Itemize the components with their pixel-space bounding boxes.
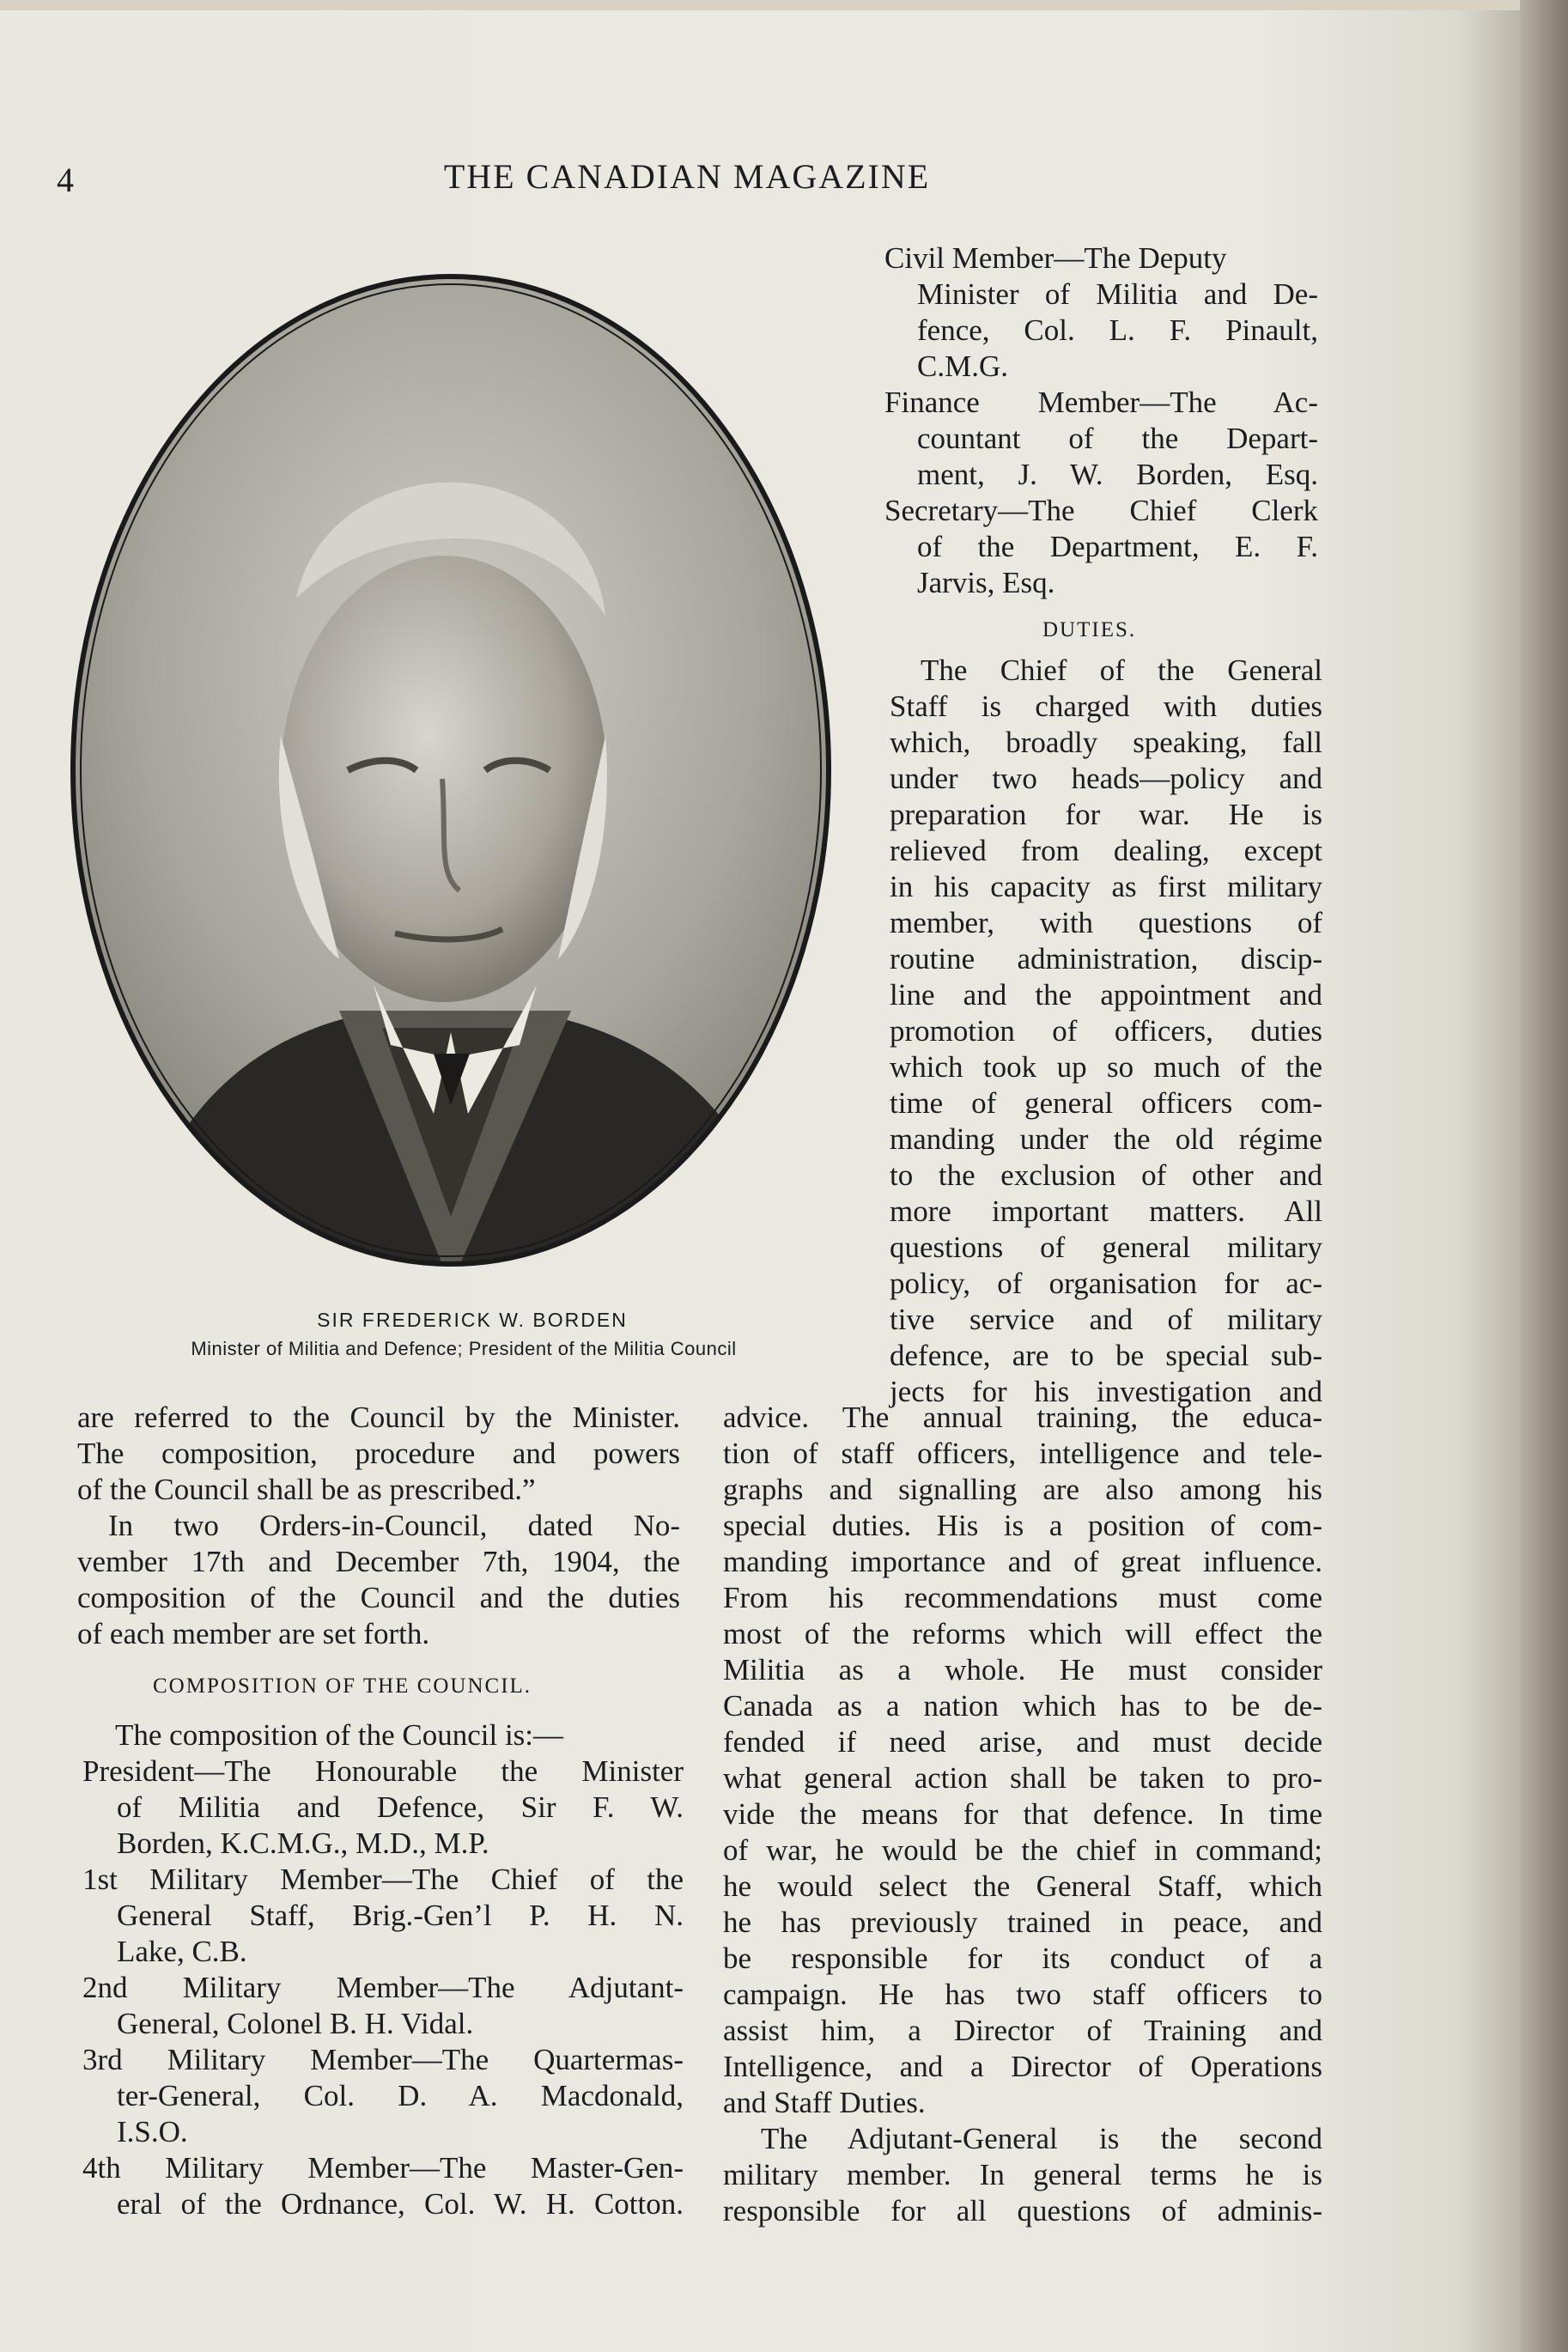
composition-line: ter-General, Col. D. A. Macdonald, [117,2079,684,2112]
body-line: composition of the Council and the duties [77,1581,680,1614]
duties-line: routine administration, discip- [890,942,1322,975]
body-line: special duties. His is a position of com- [723,1509,1322,1542]
council-member-line: Secretary—The Chief Clerk [884,494,1318,527]
body-line: are referred to the Council by the Minister. [77,1401,680,1434]
duties-line: preparation for war. He is [890,798,1322,831]
duties-line: line and the appointment and [890,978,1322,1012]
body-line: In two Orders-in-Council, dated No- [108,1509,680,1542]
body-line: assist him, a Director of Training and [723,2014,1322,2047]
portrait-caption-role: Minister of Militia and Defence; President of the Militia Council [191,1338,737,1359]
duties-line: tive service and of military [890,1303,1322,1336]
council-member-line: Minister of Militia and De- [917,277,1318,311]
council-member-line: Civil Member—The Deputy [884,241,1227,275]
composition-line: 3rd Military Member—The Quartermas- [82,2043,684,2076]
body-line: The Adjutant-General is the second [761,2122,1322,2155]
duties-line: policy, of organisation for ac- [890,1267,1322,1300]
duties-line: Staff is charged with duties [890,690,1322,723]
duties-line: questions of general military [890,1231,1322,1264]
body-line: and Staff Duties. [723,2086,926,2119]
duties-line: promotion of officers, duties [890,1014,1322,1048]
duties-line: manding under the old régime [890,1122,1322,1156]
duties-line: which, broadly speaking, fall [890,726,1322,759]
page-number: 4 [57,161,74,199]
duties-line: The Chief of the General [921,653,1322,687]
composition-line: I.S.O. [117,2115,188,2148]
composition-line: The composition of the Council is:— [115,1718,564,1752]
duties-heading: DUTIES. [1042,618,1137,641]
council-member-line: countant of the Depart- [917,422,1318,455]
composition-line: 2nd Military Member—The Adjutant- [82,1971,684,2004]
duties-line: member, with questions of [890,906,1322,939]
duties-line: in his capacity as first military [890,870,1322,903]
duties-line: more important matters. All [890,1194,1322,1228]
book-spine-shadow [1520,0,1568,2352]
body-line: manding importance and of great influence. [723,1545,1322,1578]
body-line: Canada as a nation which has to be de- [723,1689,1322,1723]
duties-line: time of general officers com- [890,1086,1322,1120]
duties-line: relieved from dealing, except [890,834,1322,867]
composition-line: of Militia and Defence, Sir F. W. [117,1790,684,1824]
council-member-line: C.M.G. [917,349,1008,383]
portrait-caption-name: SIR FREDERICK W. BORDEN [317,1309,628,1331]
page-top-edge [0,0,1568,10]
duties-line: under two heads—policy and [890,762,1322,795]
body-line: most of the reforms which will effect the [723,1617,1322,1650]
council-member-line: fence, Col. L. F. Pinault, [917,313,1318,347]
body-line: Militia as a whole. He must consider [723,1653,1322,1687]
duties-line: which took up so much of the [890,1050,1322,1084]
body-line: graphs and signalling are also among his [723,1473,1322,1506]
composition-line: General, Colonel B. H. Vidal. [117,2007,474,2040]
council-member-line: ment, J. W. Borden, Esq. [917,458,1318,491]
body-line: of each member are set forth. [77,1617,430,1650]
body-line: he has previously trained in peace, and [723,1905,1322,1939]
council-member-line: of the Department, E. F. [917,530,1318,563]
body-line: vember 17th and December 7th, 1904, the [77,1545,680,1578]
body-line: what general action shall be taken to pro- [723,1761,1322,1795]
body-line: fended if need arise, and must decide [723,1725,1322,1759]
composition-line: Borden, K.C.M.G., M.D., M.P. [117,1826,489,1860]
body-line: advice. The annual training, the educa- [723,1401,1322,1434]
body-line: Intelligence, and a Director of Operations [723,2050,1322,2083]
composition-line: eral of the Ordnance, Col. W. H. Cotton. [117,2187,684,2221]
composition-line: 4th Military Member—The Master-Gen- [82,2151,684,2185]
composition-line: Lake, C.B. [117,1935,247,1968]
composition-line: 1st Military Member—The Chief of the [82,1863,684,1896]
portrait-photo [56,255,846,1285]
duties-line: to the exclusion of other and [890,1158,1322,1192]
body-line: vide the means for that defence. In time [723,1797,1322,1831]
body-line: he would select the General Staff, which [723,1869,1322,1903]
council-member-line: Jarvis, Esq. [917,566,1055,599]
body-line: of the Council shall be as prescribed.” [77,1473,536,1506]
body-line: of war, he would be the chief in command; [723,1833,1322,1867]
duties-line: defence, are to be special sub- [890,1339,1322,1372]
body-line: From his recommendations must come [723,1581,1322,1614]
composition-heading: COMPOSITION OF THE COUNCIL. [153,1674,532,1698]
body-line: campaign. He has two staff officers to [723,1978,1322,2011]
composition-line: President—The Honourable the Minister [82,1754,684,1788]
body-line: military member. In general terms he is [723,2158,1322,2191]
council-member-line: Finance Member—The Ac- [884,386,1318,419]
body-line: tion of staff officers, intelligence and tele- [723,1437,1322,1470]
body-line: responsible for all questions of adminis- [723,2194,1322,2227]
body-line: The composition, procedure and powers [77,1437,680,1470]
running-head: THE CANADIAN MAGAZINE [443,157,931,196]
composition-line: General Staff, Brig.-Gen’l P. H. N. [117,1899,684,1932]
body-line: be responsible for its conduct of a [723,1942,1322,1975]
duties-line: jects for his investigation and [890,1375,1322,1408]
